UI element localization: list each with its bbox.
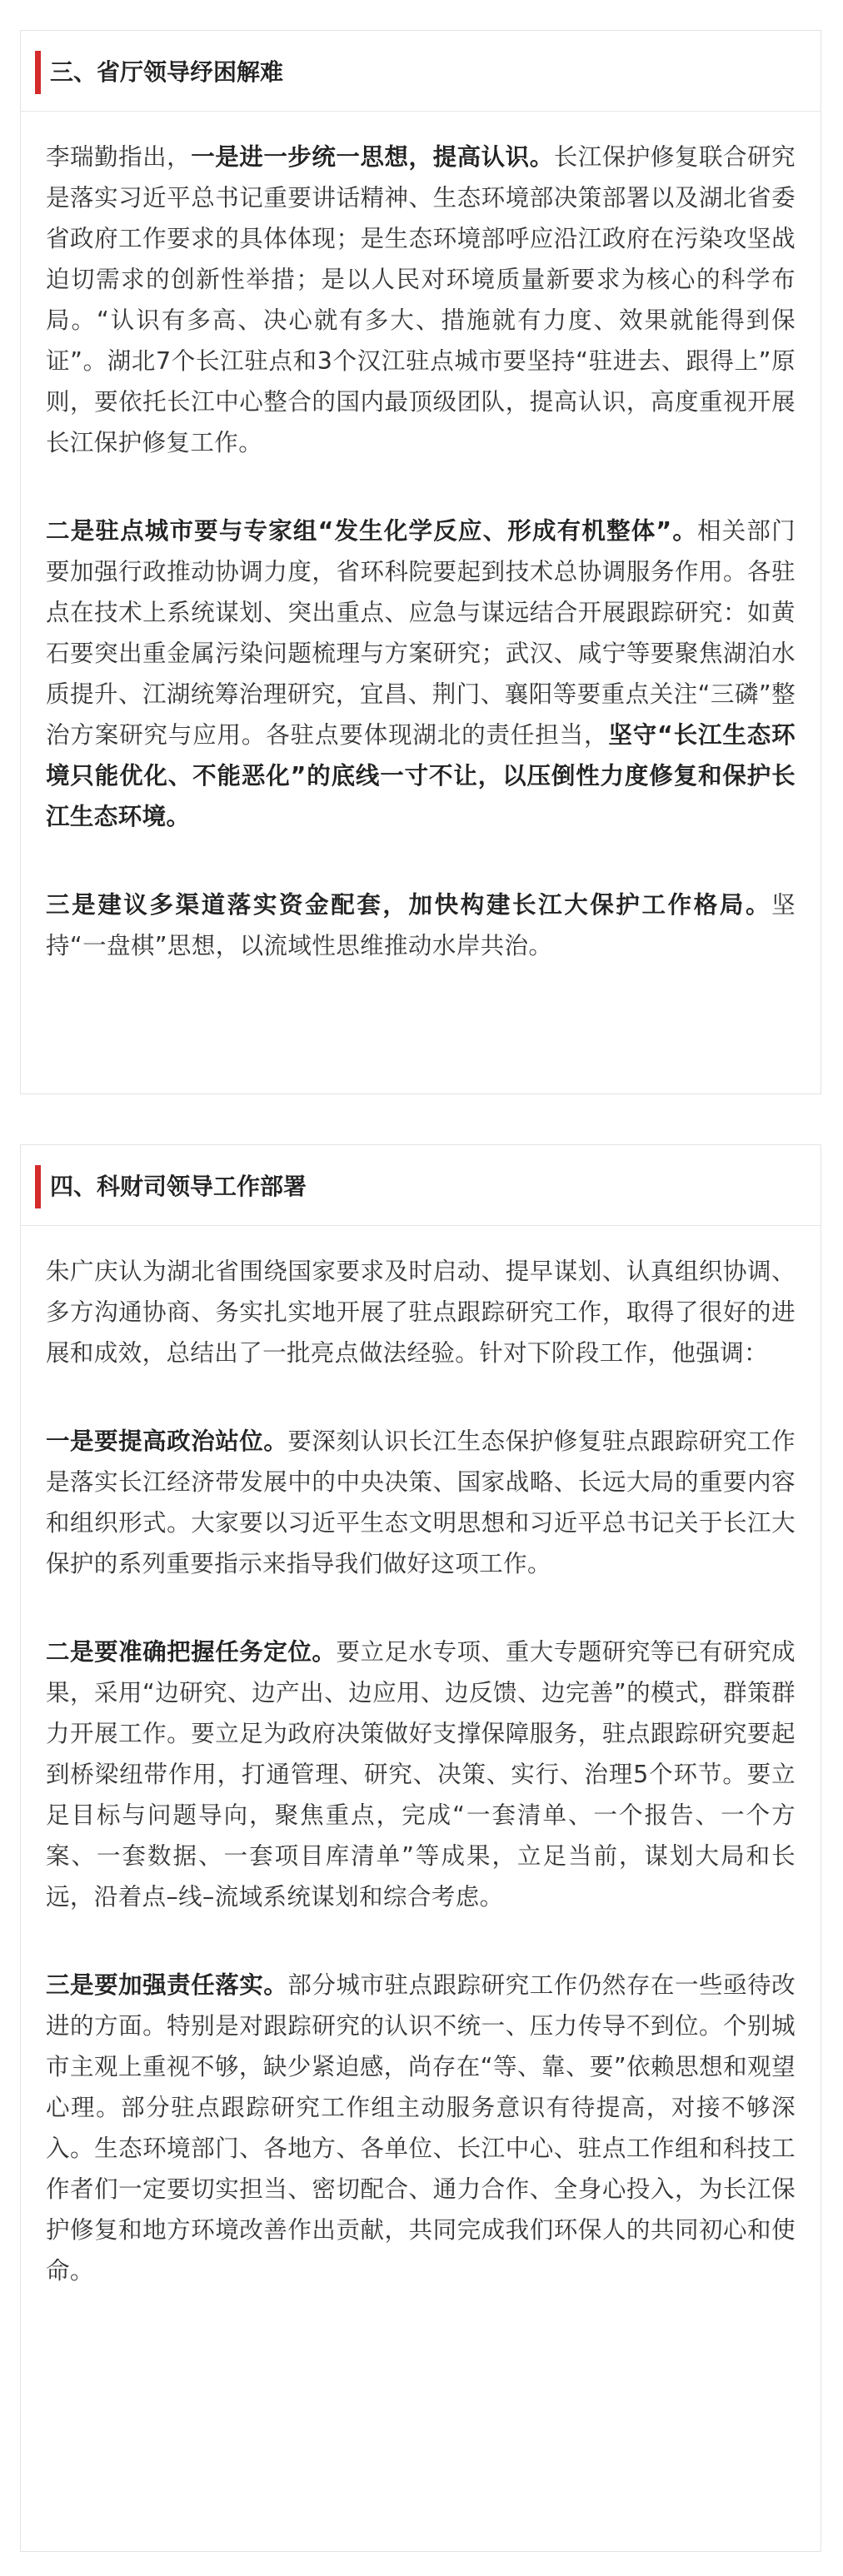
bold-text-run: 一是进一步统一思想，提高认识。	[191, 143, 554, 171]
text-run: 坚持“一盘棋”思想，以流域性思维推动水岸共治。	[46, 891, 796, 959]
text-run: 朱广庆认为湖北省围绕国家要求及时启动、提早谋划、认真组织协调、多方沟通协商、务实扎实地开展了驻点跟踪研究工作，取得了很好的进展和成效，总结出了一批亮点做法经验。针对下阶段工作，他强调：	[46, 1258, 796, 1367]
text-run: 相关部门要加强行政推动协调力度，省环科院要起到技术总协调服务作用。各驻点在技术上系统谋划、突出重点、应急与谋远结合开展跟踪研究：如黄石要突出重金属污染问题梳理与方案研究；武汉、咸宁等要聚焦湖泊水质提升、江湖统筹治理研究，宜昌、荆门、襄阳等要重点关注“三磷”整治方案研究与应用。各驻点要体现湖北的责任担当，	[46, 517, 796, 749]
bold-text-run: 坚守“长江生态环境只能优化、不能恶化”的底线一寸不让，以压倒性力度修复和保护长江生态环境。	[46, 721, 796, 830]
section-header	[46, 1165, 796, 1208]
section-accent-bar	[35, 1165, 41, 1208]
paragraph	[46, 1421, 796, 1584]
text-run: 部分城市驻点跟踪研究工作仍然存在一些亟待改进的方面。特别是对跟踪研究的认识不统一、压力传导不到位。个别城市主观上重视不够，缺少紧迫感，尚存在“等、靠、要”依赖思想和观望心理。部分驻点跟踪研究工作组主动服务意识有待提高，对接不够深入。生态环境部门、各地方、各单位、长江中心、驻点工作组和科技工作者们一定要切实担当、密切配合、通力合作、全身心投入，为长江保护修复和地方环境改善作出贡献，共同完成我们环保人的共同初心和使命。	[46, 1971, 796, 2285]
section-divider	[21, 1225, 821, 1226]
section-body	[46, 1251, 796, 2291]
section-title: 四、科财司领导工作部署	[50, 1173, 307, 1200]
section-deployment	[20, 1144, 821, 2552]
paragraph	[46, 1632, 796, 1917]
bold-text-run: 二是驻点城市要与专家组“发生化学反应、形成有机整体”。	[46, 517, 698, 545]
paragraph	[46, 884, 796, 966]
text-run: 要深刻认识长江生态保护修复驻点跟踪研究工作是落实长江经济带发展中的中央决策、国家战略、长远大局的重要内容和组织形式。大家要以习近平生态文明思想和习近平总书记关于长江大保护的系列重要指示来指导我们做好这项工作。	[46, 1428, 796, 1577]
bold-text-run: 一是要提高政治站位。	[46, 1428, 288, 1455]
bold-text-run: 三是要加强责任落实。	[46, 1971, 288, 1999]
text-run: 长江保护修复联合研究是落实习近平总书记重要讲话精神、生态环境部决策部署以及湖北省委省政府工作要求的具体体现；是生态环境部呼应沿江政府在污染攻坚战迫切需求的创新性举措；是以人民对环境质量新要求为核心的科学布局。“认识有多高、决心就有多大、措施就有力度、效果就能得到保证”。湖北7个长江驻点和3个汉江驻点城市要坚持“驻进去、跟得上”原则，要依托长江中心整合的国内最顶级团队，提高认识，高度重视开展长江保护修复工作。	[46, 143, 796, 456]
paragraph	[46, 1251, 796, 1373]
section-body	[46, 137, 796, 966]
bold-text-run: 二是要准确把握任务定位。	[46, 1638, 337, 1666]
section-divider	[21, 111, 821, 112]
bold-text-run: 三是建议多渠道落实资金配套，加快构建长江大保护工作格局。	[46, 891, 772, 919]
section-header	[46, 51, 796, 94]
text-run: 要立足水专项、重大专题研究等已有研究成果，采用“边研究、边产出、边应用、边反馈、边完善”的模式，群策群力开展工作。要立足为政府决策做好支撑保障服务，驻点跟踪研究要起到桥梁纽带作用，打通管理、研究、决策、实行、治理5个环节。要立足目标与问题导向，聚焦重点，完成“一套清单、一个报告、一个方案、一套数据、一套项目库清单”等成果，立足当前，谋划大局和长远，沿着点–线–流域系统谋划和综合考虑。	[46, 1638, 796, 1911]
paragraph	[46, 511, 796, 837]
paragraph	[46, 1965, 796, 2291]
section-accent-bar	[35, 51, 41, 94]
paragraph	[46, 137, 796, 463]
text-run: 李瑞勤指出，	[46, 143, 192, 171]
section-title: 三、省厅领导纾困解难	[50, 58, 284, 86]
section-leadership-relief	[20, 30, 821, 1094]
